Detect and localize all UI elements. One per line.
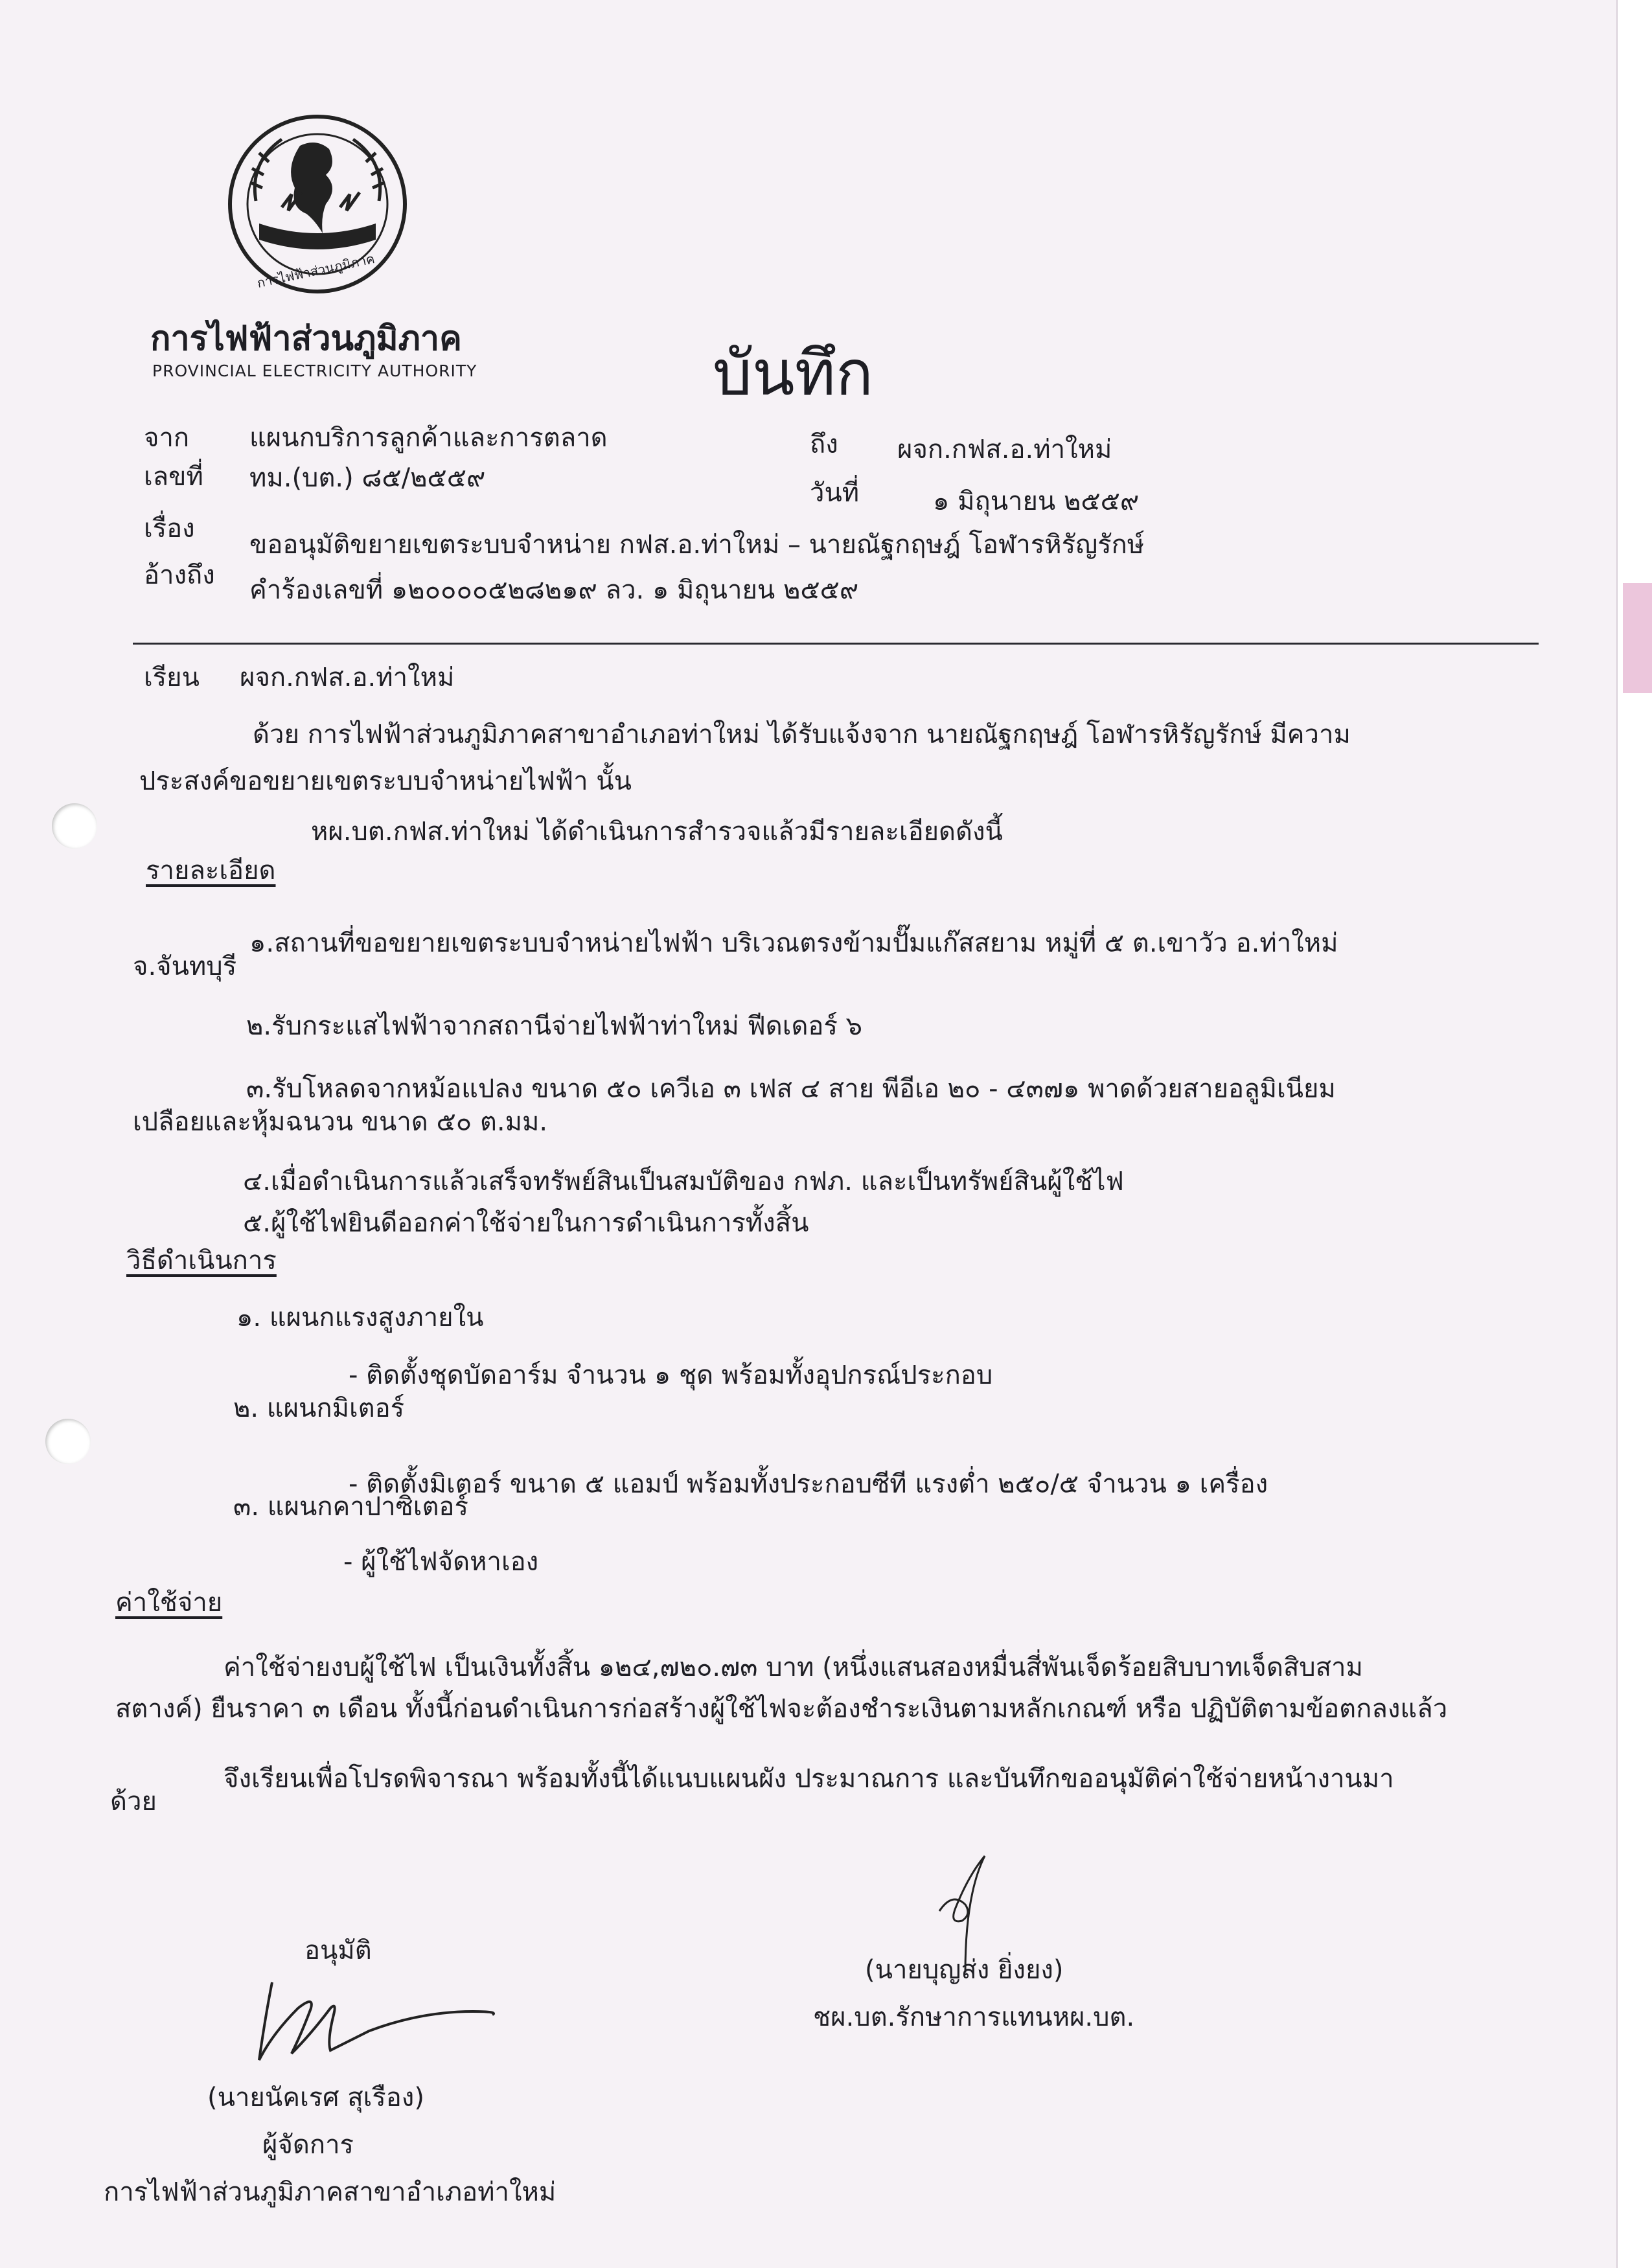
approve-label: อนุมัติ	[304, 1936, 372, 1965]
approver-title: ผู้จัดการ	[262, 2130, 354, 2160]
org-name-th: การไฟฟ้าส่วนภูมิภาค	[150, 319, 462, 358]
closing-line1: จึงเรียนเพื่อโปรดพิจารณา พร้อมทั้งนี้ได้แนบแผนผัง ประมาณการ และบันทึกขออนุมัติค่าใช้จ่ายหน้างานมา	[224, 1764, 1394, 1794]
method-2-title: ๒. แผนกมิเตอร์	[233, 1393, 405, 1423]
sender-name: (นายบุญส่ง ยิ่งยง)	[865, 1955, 1064, 1985]
logo-ring-text: การไฟฟ้าส่วนภูมิภาค	[255, 251, 376, 291]
method-1-title: ๑. แผนกแรงสูงภายใน	[236, 1303, 484, 1333]
method-3-title: ๓. แผนกคาปาซิเตอร์	[233, 1492, 468, 1522]
header-divider	[133, 643, 1539, 645]
detail-2: ๒.รับกระแสไฟฟ้าจากสถานีจ่ายไฟฟ้าท่าใหม่ ฟีดเดอร์ ๖	[246, 1011, 863, 1041]
detail-3-line1: ๓.รับโหลดจากหม้อแปลง ขนาด ๕๐ เควีเอ ๓ เฟส ๔ สาย พีอีเอ ๒๐ - ๔๓๗๑ พาดด้วยสายอลูมิเนียม	[246, 1074, 1336, 1104]
detail-3-line2: เปลือยและหุ้มฉนวน ขนาด ๕๐ ต.มม.	[133, 1107, 548, 1137]
approver-name: (นายนัคเรศ สุเรือง)	[207, 2083, 424, 2113]
detail-1-line2: จ.จันทบุรี	[133, 952, 237, 981]
pink-edge-mark	[1623, 583, 1652, 693]
pea-logo	[217, 110, 418, 298]
memo-title: บันทึก	[713, 337, 873, 409]
punch-hole-bottom	[45, 1419, 91, 1464]
method-2-item: - ติดตั้งมิเตอร์ ขนาด ๕ แอมป์ พร้อมทั้งประกอบซีที แรงต่ำ ๒๕๐/๕ จำนวน ๑ เครื่อง	[349, 1469, 1268, 1499]
cost-line2: สตางค์) ยืนราคา ๓ เดือน ทั้งนี้ก่อนดำเนินการก่อสร้างผู้ใช้ไฟจะต้องชำระเงินตามหลักเกณฑ์ หรือ ปฏิบัติตามข้อตกลงแล้ว	[115, 1694, 1448, 1724]
scan-edge-strip	[1618, 0, 1652, 2268]
to-value: ผจก.กฟส.อ.ท่าใหม่	[897, 435, 1112, 464]
doc-no-label: เลขที่	[144, 462, 203, 492]
salutation-label: เรียน	[144, 663, 200, 693]
org-name-en: PROVINCIAL ELECTRICITY AUTHORITY	[152, 361, 477, 380]
from-value: แผนกบริการลูกค้าและการตลาด	[249, 423, 608, 453]
sender-title: ชผ.บต.รักษาการแทนหผ.บต.	[813, 2002, 1135, 2032]
method-1-item: - ติดตั้งชุดบัดอาร์ม จำนวน ๑ ชุด พร้อมทั้งอุปกรณ์ประกอบ	[349, 1360, 993, 1390]
detail-4: ๔.เมื่อดำเนินการแล้วเสร็จทรัพย์สินเป็นสมบัติของ กฟภ. และเป็นทรัพย์สินผู้ใช้ไฟ	[243, 1167, 1124, 1197]
to-label: ถึง	[810, 430, 838, 459]
detail-1-line1: ๑.สถานที่ขอขยายเขตระบบจำหน่ายไฟฟ้า บริเวณตรงข้ามปั๊มแก๊สสยาม หมู่ที่ ๕ ต.เขาวัว อ.ท่าใหม่	[249, 928, 1338, 958]
salutation-value: ผจก.กฟส.อ.ท่าใหม่	[240, 663, 455, 693]
approver-signature	[253, 1956, 551, 2076]
cost-line1: ค่าใช้จ่ายงบผู้ใช้ไฟ เป็นเงินทั้งสิ้น ๑๒๔,๗๒๐.๗๓ บาท (หนึ่งแสนสองหมื่นสี่พันเจ็ดร้อยสิบบาทเจ็ดสิบสาม	[224, 1653, 1363, 1682]
reference-value: คำร้องเลขที่ ๑๒๐๐๐๐๕๒๘๒๑๙ ลว. ๑ มิถุนายน ๒๕๕๙	[249, 575, 859, 605]
punch-hole-top	[52, 803, 97, 849]
doc-no-value: ทม.(บต.) ๘๕/๒๕๕๙	[249, 463, 486, 493]
date-label: วันที่	[810, 478, 860, 508]
details-heading: รายละเอียด	[146, 856, 276, 886]
closing-line2: ด้วย	[110, 1787, 157, 1816]
subject-value: ขออนุมัติขยายเขตระบบจำหน่าย กฟส.อ.ท่าใหม่ – นายณัฐกฤษฎ์ โอฬารหิรัญรักษ์	[249, 530, 1145, 560]
from-label: จาก	[144, 423, 190, 453]
reference-label: อ้างถึง	[144, 560, 215, 590]
para1-line2: ประสงค์ขอขยายเขตระบบจำหน่ายไฟฟ้า นั้น	[139, 766, 632, 796]
para2: หผ.บต.กฟส.ท่าใหม่ ได้ดำเนินการสำรวจแล้วมีรายละเอียดดังนี้	[311, 817, 1003, 847]
approver-org: การไฟฟ้าส่วนภูมิภาคสาขาอำเภอท่าใหม่	[104, 2177, 556, 2207]
method-3-item: - ผู้ใช้ไฟจัดหาเอง	[343, 1547, 539, 1577]
method-heading: วิธีดำเนินการ	[126, 1246, 277, 1276]
para1-line1: ด้วย การไฟฟ้าส่วนภูมิภาคสาขาอำเภอท่าใหม่ ได้รับแจ้งจาก นายณัฐกฤษฎ์ โอฬารหิรัญรักษ์ มีความ	[253, 720, 1351, 750]
cost-heading: ค่าใช้จ่าย	[115, 1588, 223, 1618]
detail-5: ๕.ผู้ใช้ไฟยินดีออกค่าใช้จ่ายในการดำเนินการทั้งสิ้น	[243, 1208, 809, 1238]
date-value: ๑ มิถุนายน ๒๕๕๙	[933, 487, 1140, 516]
subject-label: เรื่อง	[144, 514, 195, 544]
